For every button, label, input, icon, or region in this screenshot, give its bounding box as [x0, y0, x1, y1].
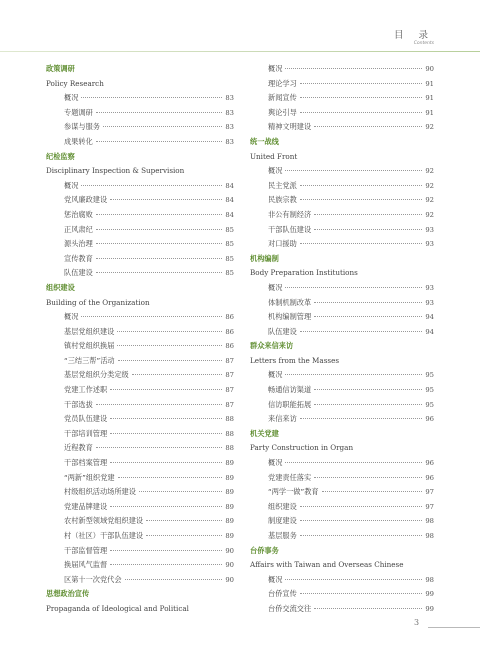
toc-entry-page: 96	[425, 415, 434, 424]
dot-leader	[96, 447, 223, 448]
toc-entry[interactable]	[46, 412, 234, 427]
section-heading-zh[interactable]: 纪检监察	[46, 151, 75, 161]
dot-leader	[110, 389, 222, 390]
dot-leader	[314, 214, 422, 215]
toc-entry-label: 近程教育	[64, 443, 93, 453]
toc-entry-label: 干部选拔	[64, 399, 93, 409]
toc-entry-label: 畅通信访渠道	[268, 385, 312, 395]
dot-leader	[300, 535, 423, 536]
toc-entry[interactable]	[46, 456, 234, 471]
dot-leader	[314, 302, 422, 303]
toc-entry-page: 89	[225, 459, 234, 468]
toc-entry-label: 参谋与服务	[64, 122, 100, 132]
toc-entry-label: 概况	[268, 574, 283, 584]
dot-leader	[81, 97, 222, 98]
toc-entry[interactable]	[250, 368, 434, 383]
dot-leader	[110, 564, 222, 565]
toc-entry-page: 98	[425, 517, 434, 526]
toc-entry-label: 组织建设	[268, 501, 297, 511]
header-divider	[0, 51, 480, 52]
dot-leader	[300, 112, 423, 113]
toc-entry-label: 党员队伍建设	[64, 414, 108, 424]
section-heading-en: United Front	[250, 151, 298, 161]
dot-leader	[117, 345, 222, 346]
contents-subtitle: Contents	[413, 41, 434, 46]
toc-entry-label: 民族宗教	[268, 195, 297, 205]
toc-entry-page: 97	[425, 488, 434, 497]
toc-entry-page: 89	[225, 502, 234, 511]
dot-leader	[146, 535, 222, 536]
toc-entry-page: 98	[425, 532, 434, 540]
toc-entry[interactable]	[46, 500, 234, 515]
section-heading-en: Body Preparation Institutions	[250, 268, 358, 278]
dot-leader	[300, 243, 423, 244]
toc-entry-label: 党建品牌建设	[64, 501, 108, 511]
toc-entry-label: 机构编制管理	[268, 312, 312, 322]
section-heading-en: Propaganda of Ideological and Political	[46, 603, 189, 613]
toc-entry-label: 惩治腐败	[64, 209, 93, 219]
page-number: 3	[414, 618, 420, 627]
toc-entry-label: 概况	[268, 458, 283, 468]
toc-entry-page: 85	[225, 254, 234, 263]
toc-entry-label: 概况	[268, 166, 283, 176]
dot-leader	[110, 550, 222, 551]
toc-entry[interactable]	[46, 120, 234, 135]
toc-entry-page: 92	[425, 196, 434, 205]
toc-entry-page: 86	[225, 313, 234, 322]
toc-entry-label: 基层服务	[268, 531, 297, 540]
dot-leader	[285, 579, 422, 580]
toc-entry-page: 99	[425, 590, 434, 599]
toc-entry-page: 94	[425, 313, 434, 322]
toc-entry[interactable]	[46, 529, 234, 544]
toc-entry-page: 89	[225, 473, 234, 482]
toc-entry-page: 84	[225, 210, 234, 219]
toc-entry-label: “三结三帮”活动	[64, 355, 115, 365]
toc-entry[interactable]	[46, 193, 234, 208]
dot-leader	[110, 506, 222, 507]
dot-leader	[314, 229, 422, 230]
toc-entry[interactable]	[250, 325, 434, 340]
dot-leader	[300, 418, 423, 419]
toc-entry[interactable]	[46, 310, 234, 325]
dot-leader	[81, 316, 222, 317]
toc-entry[interactable]	[46, 383, 234, 398]
toc-entry-label: 队伍建设	[268, 326, 297, 336]
toc-entry-label: 党风廉政建设	[64, 195, 108, 205]
toc-entry-label: 民主党派	[268, 180, 297, 190]
toc-entry-page: 85	[225, 225, 234, 234]
dot-leader	[103, 126, 222, 127]
toc-entry[interactable]	[250, 412, 434, 427]
toc-entry-page: 99	[425, 604, 434, 613]
toc-entry-label: 干部档案管理	[64, 458, 108, 468]
toc-entry-label: 基层党组织分类定级	[64, 370, 129, 380]
toc-entry-page: 92	[425, 210, 434, 219]
toc-entry-page: 86	[225, 342, 234, 351]
dot-leader	[300, 185, 423, 186]
toc-right-column	[250, 62, 434, 617]
toc-entry[interactable]	[250, 383, 434, 398]
toc-entry[interactable]	[250, 573, 434, 588]
toc-entry-page: 84	[225, 181, 234, 190]
toc-entry-page: 87	[225, 386, 234, 395]
toc-entry[interactable]	[46, 91, 234, 106]
toc-entry[interactable]	[46, 398, 234, 413]
toc-entry-label: 信访职能拓展	[268, 399, 312, 409]
toc-entry-page: 89	[225, 488, 234, 497]
toc-entry-label: 正风肃纪	[64, 224, 93, 234]
toc-entry[interactable]	[250, 398, 434, 413]
toc-entry[interactable]	[46, 237, 234, 252]
dot-leader	[300, 199, 423, 200]
toc-entry-page: 90	[225, 546, 234, 555]
toc-entry-label: 镇村党组织换届	[64, 341, 115, 351]
toc-entry[interactable]	[46, 485, 234, 500]
toc-entry[interactable]	[250, 296, 434, 311]
dot-leader	[285, 68, 422, 69]
toc-entry-page: 88	[225, 415, 234, 424]
toc-entry[interactable]	[250, 281, 434, 296]
toc-entry-label: 理论学习	[268, 78, 297, 88]
toc-entry[interactable]	[46, 223, 234, 238]
toc-entry-page: 84	[225, 196, 234, 205]
toc-entry-page: 93	[425, 225, 434, 234]
section-heading-en: Affairs with Taiwan and Overseas Chinese	[250, 560, 404, 570]
toc-entry-label: 换届风气监督	[64, 560, 108, 570]
toc-entry[interactable]	[46, 514, 234, 529]
dot-leader	[314, 316, 422, 317]
section-heading-en: Disciplinary Inspection & Supervision	[46, 166, 185, 176]
toc-entry[interactable]	[250, 237, 434, 252]
toc-entry-label: 制度建设	[268, 516, 297, 526]
toc-entry[interactable]	[46, 441, 234, 456]
toc-entry[interactable]	[46, 252, 234, 267]
section-heading-zh[interactable]: 台侨事务	[250, 545, 279, 555]
dot-leader	[96, 272, 223, 273]
toc-entry-page: 88	[225, 444, 234, 453]
dot-leader	[110, 199, 222, 200]
toc-entry-page: 88	[225, 429, 234, 438]
toc-entry-page: 95	[425, 386, 434, 395]
dot-leader	[300, 593, 423, 594]
toc-entry-label: 台侨交流交往	[268, 603, 312, 613]
toc-entry[interactable]	[46, 208, 234, 223]
toc-entry-label: 干部监督管理	[64, 545, 108, 555]
toc-left-column	[46, 62, 234, 617]
toc-entry[interactable]	[46, 106, 234, 121]
section-heading-zh[interactable]: 组织建设	[46, 282, 75, 292]
toc-entry[interactable]	[250, 514, 434, 529]
toc-entry[interactable]	[250, 223, 434, 238]
toc-entry-label: 概况	[64, 93, 79, 103]
dot-leader	[96, 243, 223, 244]
toc-entry-page: 89	[225, 517, 234, 526]
toc-entry-page: 87	[225, 356, 234, 365]
dot-leader	[300, 83, 423, 84]
toc-entry-page: 92	[425, 167, 434, 176]
dot-leader	[118, 360, 223, 361]
dot-leader	[96, 404, 223, 405]
toc-entry[interactable]	[250, 529, 434, 544]
toc-entry-label: 宣传教育	[64, 253, 93, 263]
toc-entry-label: 台侨宣传	[268, 589, 297, 599]
dot-leader	[314, 126, 422, 127]
toc-entry-page: 83	[225, 108, 234, 117]
toc-entry-label: 概况	[268, 282, 283, 292]
toc-entry-label: 成果转化	[64, 136, 93, 146]
toc-entry-label: 干部队伍建设	[268, 224, 312, 234]
toc-entry[interactable]	[250, 602, 434, 617]
toc-entry-page: 97	[425, 502, 434, 511]
toc-entry[interactable]	[250, 587, 434, 602]
toc-entry[interactable]	[250, 77, 434, 92]
footer-divider	[428, 627, 480, 628]
dot-leader	[322, 491, 423, 492]
toc-entry-label: 农村新型领域党组织建设	[64, 516, 144, 526]
toc-entry-page: 85	[225, 240, 234, 249]
toc-entry-label: 非公有制经济	[268, 209, 312, 219]
dot-leader	[110, 418, 222, 419]
toc-entry-label: 基层党组织建设	[64, 326, 115, 336]
dot-leader	[314, 477, 422, 478]
toc-entry-page: 91	[425, 94, 434, 103]
toc-entry[interactable]	[250, 208, 434, 223]
dot-leader	[285, 462, 422, 463]
toc-entry-page: 90	[425, 65, 434, 73]
dot-leader	[300, 506, 423, 507]
dot-leader	[96, 214, 223, 215]
toc-entry[interactable]	[250, 164, 434, 179]
toc-entry[interactable]	[46, 544, 234, 559]
dot-leader	[110, 462, 222, 463]
toc-entry[interactable]	[46, 573, 234, 588]
toc-entry-page: 93	[425, 283, 434, 292]
toc-entry-page: 93	[425, 298, 434, 307]
toc-entry[interactable]	[250, 106, 434, 121]
toc-entry-label: 新闻宣传	[268, 93, 297, 103]
toc-entry-label: 队伍建设	[64, 268, 93, 278]
toc-entry-label: 党建责任落实	[268, 472, 312, 482]
section-heading-en: Policy Research	[46, 78, 104, 88]
dot-leader	[132, 374, 223, 375]
dot-leader	[285, 374, 422, 375]
dot-leader	[96, 112, 223, 113]
toc-entry-label: 区第十一次党代会	[64, 574, 122, 584]
toc-entry-label: 村（社区）干部队伍建设	[64, 531, 144, 540]
toc-entry[interactable]	[250, 91, 434, 106]
toc-entry[interactable]	[250, 193, 434, 208]
dot-leader	[300, 520, 423, 521]
toc-entry-page: 95	[425, 371, 434, 380]
toc-entry-page: 94	[425, 327, 434, 336]
toc-entry[interactable]	[46, 368, 234, 383]
toc-entry-page: 93	[425, 240, 434, 249]
toc-entry[interactable]	[46, 135, 234, 150]
toc-entry[interactable]	[250, 456, 434, 471]
toc-entry[interactable]	[250, 120, 434, 135]
dot-leader	[117, 331, 222, 332]
toc-entry-page: 87	[225, 371, 234, 380]
section-heading-zh[interactable]: 机关党建	[250, 428, 279, 438]
dot-leader	[300, 97, 423, 98]
dot-leader	[314, 608, 422, 609]
toc-entry-page: 83	[225, 94, 234, 103]
toc-entry-page: 87	[225, 400, 234, 409]
toc-entry-page: 83	[225, 137, 234, 146]
toc-entry-label: 干部培训管理	[64, 428, 108, 438]
toc-entry-label: 村级组织活动场所建设	[64, 487, 136, 497]
section-heading-zh[interactable]: 统一战线	[250, 136, 279, 146]
dot-leader	[300, 331, 423, 332]
toc-entry-label: “两新”组织党建	[64, 472, 115, 482]
toc-entry[interactable]	[46, 427, 234, 442]
toc-entry[interactable]	[46, 558, 234, 573]
dot-leader	[118, 477, 223, 478]
toc-entry-page: 85	[225, 269, 234, 278]
toc-entry[interactable]	[250, 310, 434, 325]
dot-leader	[125, 579, 223, 580]
dot-leader	[314, 389, 422, 390]
dot-leader	[96, 141, 223, 142]
toc-entry-label: 概况	[268, 64, 283, 73]
toc-entry-page: 90	[225, 575, 234, 584]
toc-entry-label: 对口援助	[268, 239, 297, 249]
toc-entry-page: 98	[425, 575, 434, 584]
section-heading-zh[interactable]: 思想政治宣传	[46, 589, 90, 599]
dot-leader	[314, 404, 422, 405]
dot-leader	[96, 229, 223, 230]
dot-leader	[285, 287, 422, 288]
toc-entry-page: 96	[425, 459, 434, 468]
toc-entry-label: 源头治理	[64, 239, 93, 249]
toc-entry[interactable]	[250, 471, 434, 486]
toc-entry-label: 舆论引导	[268, 107, 297, 117]
toc-entry-label: 精神文明建设	[268, 122, 312, 132]
toc-entry-page: 90	[225, 561, 234, 570]
toc-entry[interactable]	[46, 266, 234, 281]
section-heading-en: Party Construction in Organ	[250, 443, 354, 453]
section-heading-en: Letters from the Masses	[250, 355, 340, 365]
toc-entry-label: 来信来访	[268, 414, 297, 424]
toc-entry-label: 党建工作述职	[64, 385, 108, 395]
toc-entry-page: 92	[425, 123, 434, 132]
dot-leader	[110, 433, 222, 434]
toc-entry[interactable]	[46, 339, 234, 354]
dot-leader	[285, 170, 422, 171]
toc-entry-page: 95	[425, 400, 434, 409]
contents-title: 目 录	[393, 30, 434, 41]
section-heading-zh[interactable]: 机构编制	[250, 253, 279, 263]
toc-entry-page: 96	[425, 473, 434, 482]
dot-leader	[96, 258, 223, 259]
toc-entry-page: 86	[225, 327, 234, 336]
section-heading-zh[interactable]: 政策调研	[46, 64, 75, 73]
toc-entry[interactable]	[46, 325, 234, 340]
toc-entry[interactable]	[46, 354, 234, 369]
toc-entry-page: 89	[225, 532, 234, 540]
toc-entry-label: “两学一做”教育	[268, 487, 319, 497]
dot-leader	[146, 520, 222, 521]
toc-entry-label: 专题调研	[64, 107, 93, 117]
section-heading-en: Building of the Organization	[46, 297, 150, 307]
toc-entry[interactable]	[250, 485, 434, 500]
toc-entry-page: 91	[425, 108, 434, 117]
toc-entry-label: 体制机制改革	[268, 297, 312, 307]
dot-leader	[81, 185, 222, 186]
toc-entry[interactable]	[46, 179, 234, 194]
toc-entry-label: 概况	[64, 180, 79, 190]
dot-leader	[139, 491, 222, 492]
toc-entry-label: 概况	[268, 370, 283, 380]
toc-entry-page: 91	[425, 79, 434, 88]
toc-entry[interactable]	[46, 471, 234, 486]
toc-entry-page: 83	[225, 123, 234, 132]
toc-entry[interactable]	[250, 500, 434, 515]
toc-entry[interactable]	[250, 62, 434, 77]
section-heading-zh[interactable]: 群众来信来访	[250, 341, 294, 351]
toc-entry[interactable]	[250, 179, 434, 194]
toc-entry-page: 92	[425, 181, 434, 190]
toc-entry-label: 概况	[64, 312, 79, 322]
